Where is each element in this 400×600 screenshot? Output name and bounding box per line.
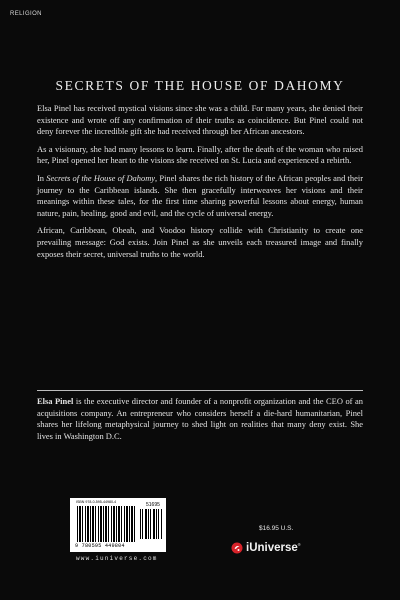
blurb-paragraph-1: Elsa Pinel has received mystical visions since she was a child. For many years, she denied their existence and wrote off any confirmation of their truths as coincidence. But Pinel could not deny forever the incredible gift she had received through her African ancestors. <box>37 103 363 137</box>
blurb-paragraph-4: African, Caribbean, Obeah, and Voodoo history collide with Christianity to create one prevailing message: God exists. Join Pinel as she unveils each treasured image and finally exposes their secret, universal truths to the world. <box>37 225 363 259</box>
barcode-bars <box>77 506 135 542</box>
blurb-p3-book-title: Secrets of the House of Dahomy <box>46 172 156 183</box>
price-code: 51695 <box>146 502 160 508</box>
publisher-url: www.iuniverse.com <box>76 555 158 562</box>
price: $16.95 U.S. <box>259 525 294 532</box>
publisher-name-text: iUniverse <box>246 542 298 554</box>
publisher-name <box>246 542 301 554</box>
price-barcode-bars <box>140 509 162 539</box>
author-name: Elsa Pinel <box>37 396 74 406</box>
author-bio-text: is the executive director and founder of a nonprofit organization and the CEO of an acquisitions company. An entrepreneur who considers herself a die-hard humanitarian, Pinel shares her lifelong metaphysical journey to shed light on realities that many deny exist. She lives in Washington D.C. <box>37 396 363 441</box>
blurb-p3-after: , Pinel shares the rich history of the African peoples and their journey to the Caribbean islands. She then gracefully interweaves her visions and their meanings within these tales, for the first time sharing powerful lessons about energy, human nature, pain, healing, good and evil, and the cycle of universal energy. <box>37 172 364 218</box>
blurb-paragraph-3 <box>37 173 363 219</box>
blurb <box>37 103 363 260</box>
publisher-logo <box>231 542 301 554</box>
divider-rule <box>37 390 363 391</box>
isbn-label: ISBN 978-0-595-44980-4 <box>76 500 117 504</box>
registered-mark: ® <box>297 542 301 548</box>
blurb-p3-before: In <box>37 172 47 183</box>
publisher-swirl-icon <box>231 542 243 554</box>
barcode <box>70 498 166 552</box>
barcode-digits: 9 780595 449804 <box>75 543 125 549</box>
category-label: RELIGION <box>10 11 42 17</box>
author-bio <box>37 396 363 442</box>
book-title: SECRETS OF THE HOUSE OF DAHOMY <box>55 78 345 93</box>
blurb-paragraph-2: As a visionary, she had many lessons to learn. Finally, after the death of the woman who raised her, Pinel opened her heart to the visions she received on St. Lucia and experienced a rebirth. <box>37 143 363 166</box>
